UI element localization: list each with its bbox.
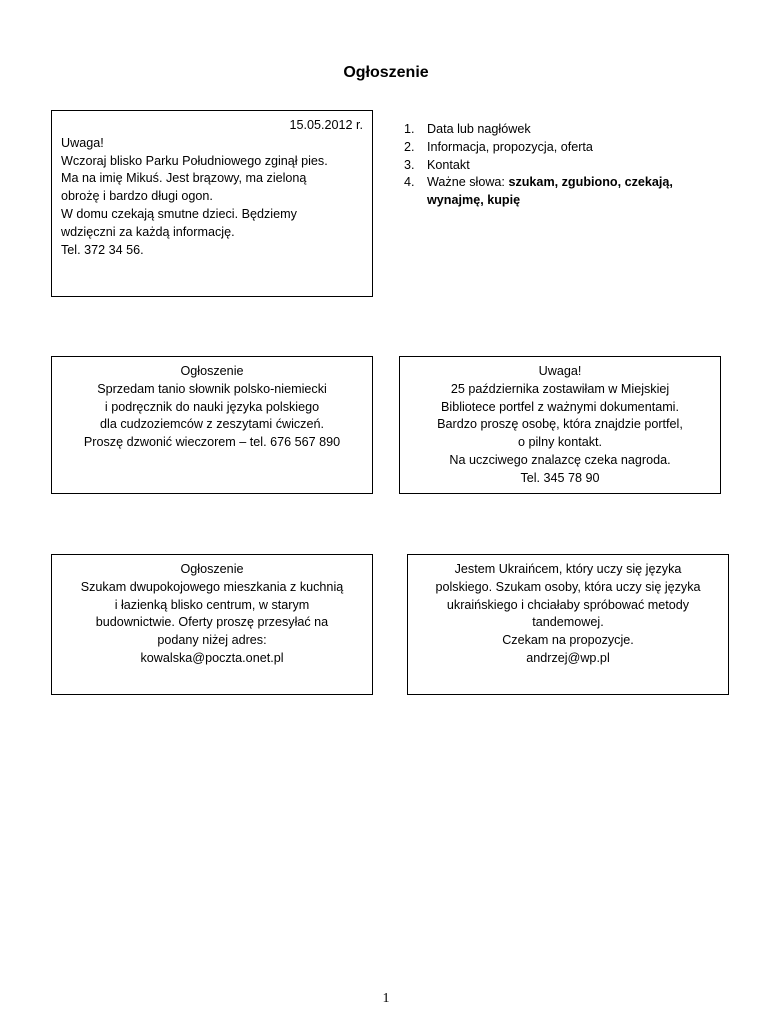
list-item: [404, 139, 734, 157]
ad-line: dla cudzoziemców z zeszytami ćwiczeń.: [100, 417, 324, 432]
ad-heading: Ogłoszenie: [180, 562, 244, 576]
list-keywords: szukam, zgubiono, czekają,: [508, 175, 673, 190]
list-number: 2.: [404, 139, 415, 154]
list-item: [404, 157, 734, 175]
ad-structure-list: [404, 121, 734, 210]
ad-line: Na uczciwego znalazcę czeka nagroda.: [449, 452, 671, 467]
email-address: andrzej@wp.pl: [526, 650, 610, 665]
page-number: 1: [382, 991, 390, 1006]
ad-line: Jestem Ukraińcem, który uczy się języka: [454, 562, 682, 576]
ad-line: wdzięczni za każdą informację.: [61, 224, 235, 239]
ad-dictionary-box: [51, 356, 373, 494]
ad-line: tandemowej.: [532, 615, 604, 630]
ad-line: Proszę dzwonić wieczorem – tel. 676 567 890: [83, 435, 341, 450]
ad-date: 15.05.2012 r.: [289, 118, 363, 132]
ad-line: Sprzedam tanio słownik polsko-niemiecki: [97, 381, 327, 396]
page-title: Ogłoszenie: [343, 64, 429, 81]
ad-line: W domu czekają smutne dzieci. Będziemy: [61, 206, 297, 221]
email-address: kowalska@poczta.onet.pl: [140, 650, 284, 665]
list-number: 1.: [404, 122, 415, 136]
ad-line: podany niżej adres:: [157, 633, 267, 648]
ad-line: Ma na imię Mikuś. Jest brązowy, ma zieloną: [61, 171, 307, 186]
ad-heading: Uwaga!: [538, 364, 582, 378]
ad-line: polskiego. Szukam osoby, która uczy się języka: [435, 579, 701, 594]
ad-line: Szukam dwupokojowego mieszkania z kuchnią: [80, 579, 344, 594]
ad-briefcase-box: [399, 356, 721, 494]
ad-line: Tel. 345 78 90: [520, 470, 600, 485]
list-text: Informacja, propozycja, oferta: [427, 139, 593, 154]
list-text: Data lub nagłówek: [427, 122, 531, 136]
list-item: [404, 121, 734, 139]
ad-tandem-box: [407, 554, 729, 695]
ad-line: Bardzo proszę osobę, która znajdzie portfel,: [437, 417, 683, 432]
list-item: [404, 174, 734, 210]
list-number: 4.: [404, 175, 415, 190]
list-text: Kontakt: [427, 157, 470, 172]
ad-line: obrożę i bardzo długi ogon.: [61, 189, 213, 204]
ad-apartment-box: [51, 554, 373, 695]
ad-line: ukraińskiego i chciałaby spróbować metody: [446, 597, 690, 612]
ad-line: Wczoraj blisko Parku Południowego zginął pies.: [61, 153, 328, 168]
list-text: Ważne słowa:: [427, 175, 509, 190]
ad-line: Bibliotece portfel z ważnymi dokumentami.: [441, 399, 679, 414]
ad-line: 25 października zostawiłam w Miejskiej: [450, 381, 670, 396]
ad-line: o pilny kontakt.: [517, 435, 602, 450]
list-keywords: wynajmę, kupię: [427, 193, 521, 208]
ad-line: budownictwie. Oferty proszę przesyłać na: [95, 615, 329, 630]
ad-line: Uwaga!: [61, 135, 104, 150]
ad-line: Czekam na propozycje.: [502, 633, 634, 648]
list-number: 3.: [404, 157, 415, 172]
ad-line: i podręcznik do nauki języka polskiego: [104, 399, 320, 414]
ad-line: i łazienką blisko centrum, w starym: [114, 597, 310, 612]
ad-line: Tel. 372 34 56.: [61, 242, 144, 257]
ad-lost-dog-box: [51, 110, 373, 297]
ad-heading: Ogłoszenie: [180, 364, 244, 378]
